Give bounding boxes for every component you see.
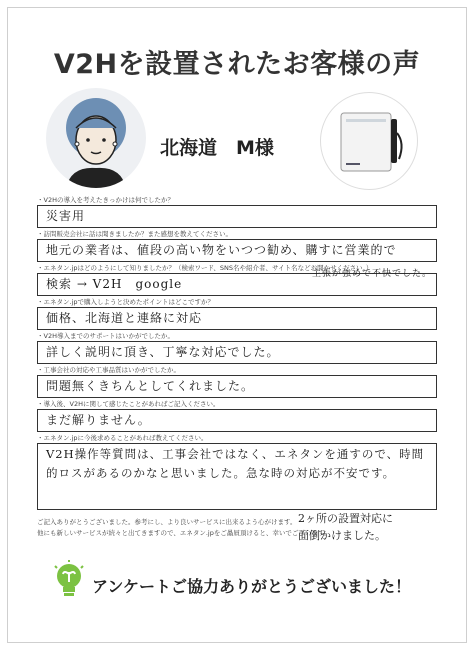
answer-7-text: まだ解りません。 (46, 413, 151, 427)
answer-2-text: 地元の業者は、値段の高い物をいつつ勧め、購すに営業的で (46, 243, 397, 257)
survey-form (37, 196, 437, 512)
answer-1 (37, 205, 437, 228)
footer-note (37, 517, 330, 539)
lightbulb-icon (52, 560, 86, 604)
question-6: ・工事会社の対応や工事品質はいかがでしたか。 (37, 366, 180, 374)
footer-line-2: 他にも新しいサービスが続々と出てきますので、エネタン.jpをご贔屓頂けると、幸いでございます。 (37, 529, 331, 537)
footer-handwriting-line-2: 面倒かけました。 (298, 529, 386, 542)
answer-5-text: 詳しく説明に頂き、丁寧な対応でした。 (46, 345, 280, 359)
product-image (320, 92, 418, 190)
answer-1-text: 災害用 (46, 209, 86, 223)
question-2: ・訪問販売会社に話は聞きましたか？また感想を教えてください。 (37, 230, 232, 238)
footer-line-1: ご記入ありがとうございました。参考にし、より良いサービスに出来るよう心がけます。 (37, 518, 297, 526)
answer-4-text: 価格、北海道と連絡に対応 (46, 311, 203, 325)
question-5: ・V2H導入までのサポートはいかがでしたか。 (37, 332, 174, 340)
question-1: ・V2Hの導入を考えたきっかけは何でしたか？ (37, 196, 174, 204)
question-7: ・導入後、V2Hに関して感じたことがあればご記入ください。 (37, 400, 220, 408)
footer-handwriting (298, 510, 393, 544)
footer-handwriting-line-1: 2ヶ所の設置対応に (298, 512, 393, 525)
answer-2-continued: 主張が強めで不快でした。 (311, 269, 432, 279)
question-3: ・エネタン.jpはどのようにして知りましたか？（検索ワード、SNS名や紹介者、サイト名などお聞かせください。） (37, 264, 373, 272)
answer-6 (37, 375, 437, 398)
answer-2 (37, 239, 437, 262)
question-4: ・エネタン.jpで購入しようと決めたポイントはどこですか？ (37, 298, 214, 306)
page-title: V2Hを設置されたお客様の声 (53, 49, 421, 80)
answer-3-text: 検索 → V2H google (46, 277, 183, 291)
question-8: ・エネタン.jpに今後求めることがあれば教えてください。 (37, 434, 208, 442)
answer-8-text: V2H操作等質問は、工事会社ではなく、エネタンを通すので、時間的ロスがあるのかなと思いました。急な時の対応が不安です。 (46, 447, 425, 480)
answer-5 (37, 341, 437, 364)
customer-avatar (46, 88, 146, 188)
customer-name: 北海道 M様 (160, 137, 274, 159)
answer-7 (37, 409, 437, 432)
answer-3 (37, 269, 437, 296)
answer-6-text: 問題無くきちんとしてくれました。 (46, 379, 255, 393)
answer-8 (37, 443, 437, 510)
thanks-message: アンケートご協力ありがとうございました！ (92, 577, 412, 596)
v2h-unit-icon (321, 93, 417, 189)
answer-4 (37, 307, 437, 330)
person-icon (46, 88, 146, 188)
